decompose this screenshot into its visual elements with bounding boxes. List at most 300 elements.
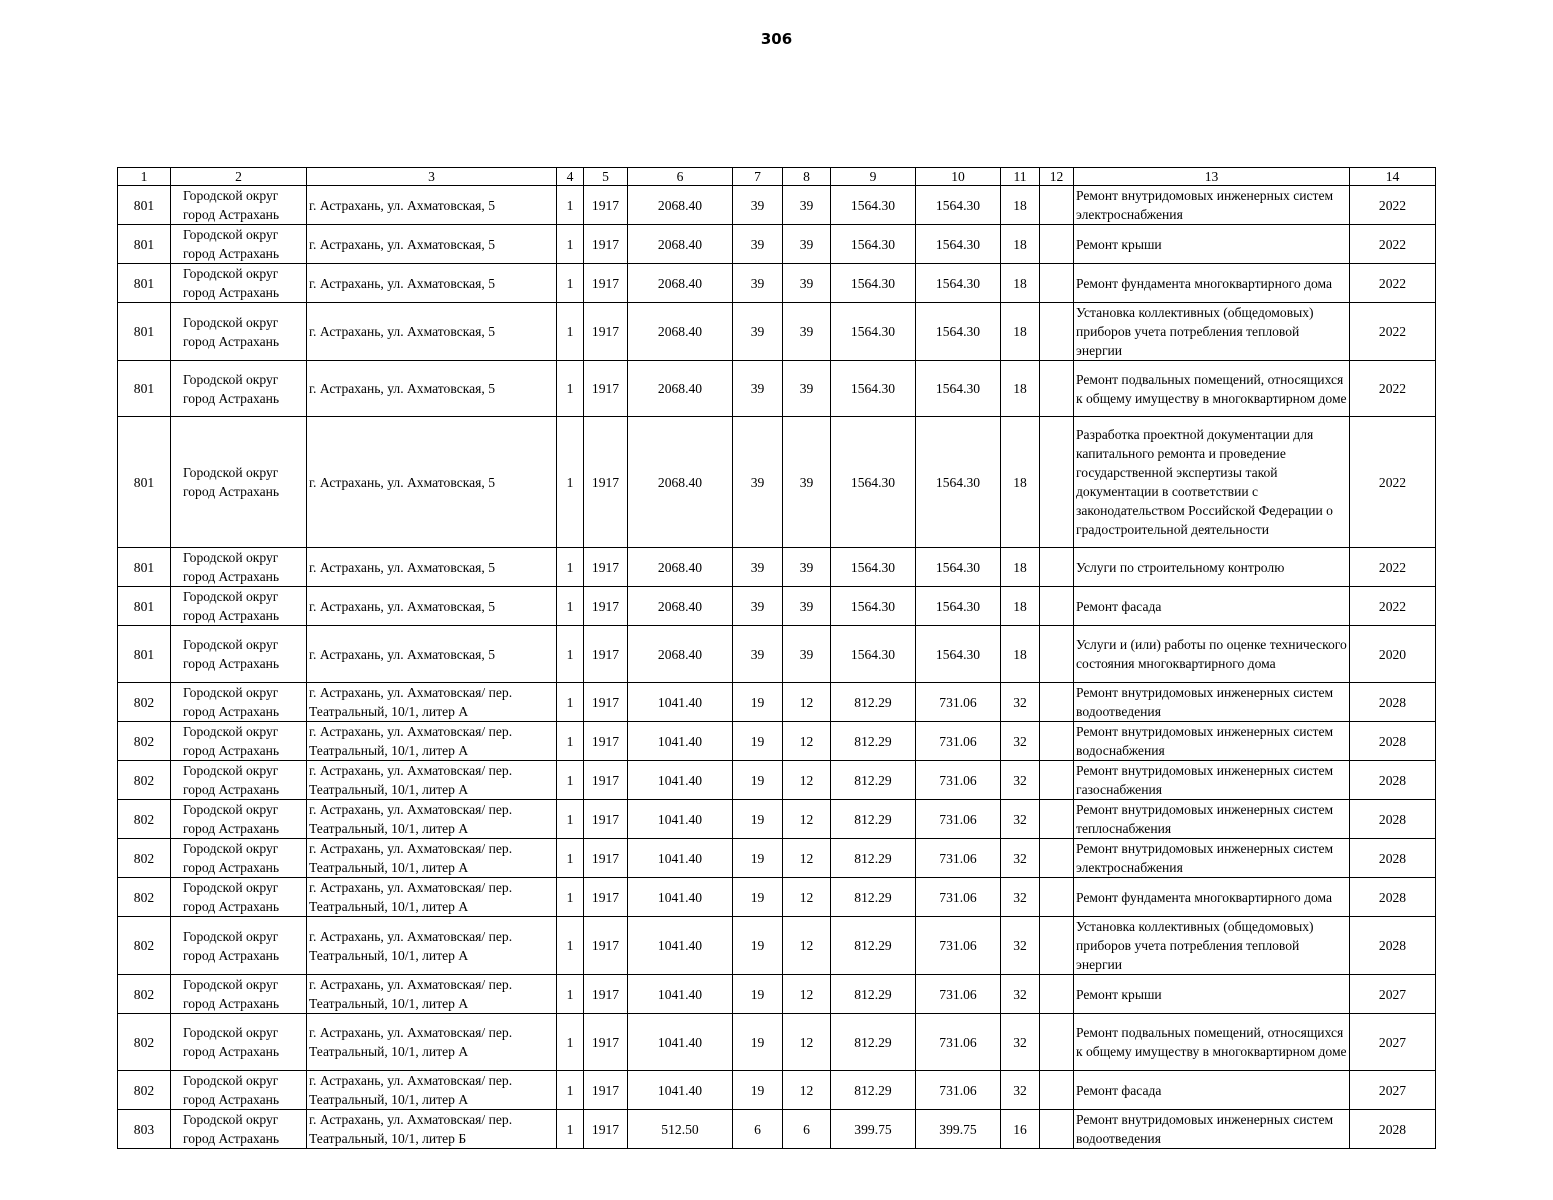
cell-total-area: 512.50	[628, 1110, 733, 1149]
cell-area-10: 731.06	[916, 975, 1001, 1014]
cell-area-10: 1564.30	[916, 186, 1001, 225]
cell-col-4: 1	[557, 800, 584, 839]
cell-area-9: 812.29	[831, 975, 916, 1014]
cell-municipality: Городской округ город Астрахань	[171, 722, 307, 761]
column-header-2: 2	[171, 168, 307, 186]
cell-address: г. Астрахань, ул. Ахматовская, 5	[307, 264, 557, 303]
cell-build-year: 1917	[584, 878, 628, 917]
cell-area-9: 1564.30	[831, 264, 916, 303]
cell-col-12	[1040, 303, 1074, 361]
cell-total-area: 2068.40	[628, 587, 733, 626]
column-header-5: 5	[584, 168, 628, 186]
cell-record-number: 802	[118, 878, 171, 917]
column-header-12: 12	[1040, 168, 1074, 186]
cell-total-area: 1041.40	[628, 878, 733, 917]
cell-col-11: 18	[1001, 361, 1040, 417]
cell-area-9: 1564.30	[831, 587, 916, 626]
table-row	[118, 186, 1436, 225]
cell-area-10: 1564.30	[916, 361, 1001, 417]
cell-municipality: Городской округ город Астрахань	[171, 1110, 307, 1149]
cell-area-10: 1564.30	[916, 264, 1001, 303]
cell-col-8: 12	[783, 1014, 831, 1071]
cell-address: г. Астрахань, ул. Ахматовская/ пер. Театральный, 10/1, литер Б	[307, 1110, 557, 1149]
cell-area-9: 812.29	[831, 800, 916, 839]
cell-col-4: 1	[557, 839, 584, 878]
cell-area-10: 1564.30	[916, 587, 1001, 626]
table-row	[118, 225, 1436, 264]
cell-municipality: Городской округ город Астрахань	[171, 225, 307, 264]
table-row	[118, 361, 1436, 417]
cell-col-12	[1040, 761, 1074, 800]
cell-work-type: Ремонт внутридомовых инженерных систем электроснабжения	[1074, 839, 1350, 878]
cell-col-12	[1040, 626, 1074, 683]
table-row	[118, 1071, 1436, 1110]
cell-col-8: 39	[783, 186, 831, 225]
cell-area-10: 1564.30	[916, 303, 1001, 361]
cell-col-7: 39	[733, 361, 783, 417]
table-row	[118, 264, 1436, 303]
cell-address: г. Астрахань, ул. Ахматовская, 5	[307, 303, 557, 361]
cell-planned-year: 2022	[1350, 548, 1436, 587]
cell-col-4: 1	[557, 722, 584, 761]
cell-col-11: 18	[1001, 587, 1040, 626]
cell-col-7: 6	[733, 1110, 783, 1149]
cell-col-8: 39	[783, 417, 831, 548]
cell-area-9: 812.29	[831, 1071, 916, 1110]
cell-planned-year: 2028	[1350, 761, 1436, 800]
cell-build-year: 1917	[584, 683, 628, 722]
cell-build-year: 1917	[584, 1110, 628, 1149]
column-header-9: 9	[831, 168, 916, 186]
cell-col-8: 12	[783, 878, 831, 917]
cell-build-year: 1917	[584, 186, 628, 225]
cell-col-7: 19	[733, 761, 783, 800]
cell-municipality: Городской округ город Астрахань	[171, 917, 307, 975]
cell-total-area: 1041.40	[628, 800, 733, 839]
table-row	[118, 683, 1436, 722]
cell-area-10: 731.06	[916, 839, 1001, 878]
cell-build-year: 1917	[584, 975, 628, 1014]
cell-col-8: 39	[783, 264, 831, 303]
cell-col-7: 39	[733, 186, 783, 225]
cell-address: г. Астрахань, ул. Ахматовская, 5	[307, 417, 557, 548]
cell-col-7: 39	[733, 587, 783, 626]
table-row	[118, 878, 1436, 917]
cell-area-9: 1564.30	[831, 303, 916, 361]
cell-address: г. Астрахань, ул. Ахматовская, 5	[307, 186, 557, 225]
cell-record-number: 802	[118, 1014, 171, 1071]
cell-total-area: 1041.40	[628, 917, 733, 975]
cell-area-10: 731.06	[916, 1071, 1001, 1110]
cell-col-4: 1	[557, 587, 584, 626]
cell-col-8: 39	[783, 587, 831, 626]
table-row	[118, 839, 1436, 878]
cell-col-7: 19	[733, 878, 783, 917]
cell-col-4: 1	[557, 548, 584, 587]
table-row	[118, 587, 1436, 626]
cell-col-7: 19	[733, 1014, 783, 1071]
cell-area-9: 1564.30	[831, 417, 916, 548]
cell-build-year: 1917	[584, 722, 628, 761]
table-header	[118, 168, 1436, 186]
cell-record-number: 802	[118, 761, 171, 800]
cell-planned-year: 2028	[1350, 917, 1436, 975]
cell-total-area: 2068.40	[628, 417, 733, 548]
cell-col-11: 18	[1001, 225, 1040, 264]
table-body	[118, 186, 1436, 1149]
cell-area-10: 1564.30	[916, 626, 1001, 683]
cell-col-11: 32	[1001, 1014, 1040, 1071]
cell-build-year: 1917	[584, 417, 628, 548]
cell-record-number: 802	[118, 1071, 171, 1110]
cell-col-11: 32	[1001, 683, 1040, 722]
cell-record-number: 801	[118, 186, 171, 225]
cell-col-4: 1	[557, 225, 584, 264]
cell-col-8: 39	[783, 626, 831, 683]
cell-municipality: Городской округ город Астрахань	[171, 683, 307, 722]
cell-address: г. Астрахань, ул. Ахматовская/ пер. Театральный, 10/1, литер А	[307, 1014, 557, 1071]
cell-col-11: 32	[1001, 839, 1040, 878]
cell-col-11: 18	[1001, 186, 1040, 225]
cell-col-11: 32	[1001, 800, 1040, 839]
cell-municipality: Городской округ город Астрахань	[171, 878, 307, 917]
cell-area-9: 1564.30	[831, 548, 916, 587]
table-row	[118, 548, 1436, 587]
cell-total-area: 1041.40	[628, 761, 733, 800]
cell-record-number: 802	[118, 800, 171, 839]
cell-col-7: 39	[733, 264, 783, 303]
cell-address: г. Астрахань, ул. Ахматовская, 5	[307, 626, 557, 683]
cell-area-9: 1564.30	[831, 225, 916, 264]
cell-area-9: 812.29	[831, 878, 916, 917]
cell-col-11: 32	[1001, 761, 1040, 800]
column-header-14: 14	[1350, 168, 1436, 186]
cell-area-9: 399.75	[831, 1110, 916, 1149]
column-header-7: 7	[733, 168, 783, 186]
cell-area-9: 812.29	[831, 722, 916, 761]
cell-col-11: 32	[1001, 917, 1040, 975]
cell-col-7: 19	[733, 722, 783, 761]
cell-col-12	[1040, 722, 1074, 761]
cell-planned-year: 2022	[1350, 225, 1436, 264]
cell-planned-year: 2028	[1350, 878, 1436, 917]
cell-planned-year: 2022	[1350, 587, 1436, 626]
column-header-6: 6	[628, 168, 733, 186]
cell-municipality: Городской округ город Астрахань	[171, 417, 307, 548]
table-row	[118, 975, 1436, 1014]
cell-address: г. Астрахань, ул. Ахматовская/ пер. Театральный, 10/1, литер А	[307, 722, 557, 761]
cell-planned-year: 2028	[1350, 839, 1436, 878]
cell-work-type: Установка коллективных (общедомовых) приборов учета потребления тепловой энергии	[1074, 303, 1350, 361]
cell-build-year: 1917	[584, 361, 628, 417]
cell-planned-year: 2027	[1350, 975, 1436, 1014]
cell-work-type: Разработка проектной документации для капитального ремонта и проведение государственной экспертизы такой документации в соответствии с законодательством Российской Федерации о градостроительной деятельности	[1074, 417, 1350, 548]
column-header-1: 1	[118, 168, 171, 186]
cell-record-number: 801	[118, 417, 171, 548]
cell-col-8: 12	[783, 800, 831, 839]
table-row	[118, 303, 1436, 361]
cell-area-9: 1564.30	[831, 186, 916, 225]
cell-total-area: 2068.40	[628, 186, 733, 225]
cell-address: г. Астрахань, ул. Ахматовская/ пер. Театральный, 10/1, литер А	[307, 975, 557, 1014]
table-row	[118, 761, 1436, 800]
cell-area-9: 812.29	[831, 683, 916, 722]
cell-col-11: 32	[1001, 1071, 1040, 1110]
cell-record-number: 801	[118, 548, 171, 587]
cell-col-4: 1	[557, 186, 584, 225]
cell-record-number: 802	[118, 917, 171, 975]
cell-municipality: Городской округ город Астрахань	[171, 186, 307, 225]
cell-planned-year: 2028	[1350, 800, 1436, 839]
cell-area-9: 812.29	[831, 1014, 916, 1071]
cell-col-7: 19	[733, 975, 783, 1014]
cell-col-11: 16	[1001, 1110, 1040, 1149]
cell-record-number: 801	[118, 225, 171, 264]
cell-col-4: 1	[557, 878, 584, 917]
cell-total-area: 1041.40	[628, 839, 733, 878]
cell-col-12	[1040, 975, 1074, 1014]
cell-address: г. Астрахань, ул. Ахматовская, 5	[307, 361, 557, 417]
cell-area-10: 731.06	[916, 1014, 1001, 1071]
cell-work-type: Установка коллективных (общедомовых) приборов учета потребления тепловой энергии	[1074, 917, 1350, 975]
cell-build-year: 1917	[584, 303, 628, 361]
cell-address: г. Астрахань, ул. Ахматовская/ пер. Театральный, 10/1, литер А	[307, 1071, 557, 1110]
cell-total-area: 1041.40	[628, 722, 733, 761]
cell-record-number: 801	[118, 626, 171, 683]
cell-col-12	[1040, 587, 1074, 626]
cell-area-10: 1564.30	[916, 225, 1001, 264]
column-header-13: 13	[1074, 168, 1350, 186]
cell-planned-year: 2022	[1350, 361, 1436, 417]
cell-col-4: 1	[557, 1110, 584, 1149]
cell-planned-year: 2028	[1350, 722, 1436, 761]
cell-work-type: Ремонт фундамента многоквартирного дома	[1074, 878, 1350, 917]
cell-municipality: Городской округ город Астрахань	[171, 975, 307, 1014]
cell-total-area: 1041.40	[628, 1071, 733, 1110]
cell-total-area: 2068.40	[628, 626, 733, 683]
cell-area-9: 812.29	[831, 917, 916, 975]
table-row	[118, 722, 1436, 761]
cell-build-year: 1917	[584, 1014, 628, 1071]
cell-build-year: 1917	[584, 761, 628, 800]
cell-planned-year: 2022	[1350, 264, 1436, 303]
cell-area-9: 1564.30	[831, 626, 916, 683]
cell-col-7: 39	[733, 548, 783, 587]
cell-col-4: 1	[557, 761, 584, 800]
cell-col-7: 39	[733, 417, 783, 548]
cell-total-area: 2068.40	[628, 361, 733, 417]
cell-col-4: 1	[557, 1071, 584, 1110]
cell-area-10: 731.06	[916, 722, 1001, 761]
cell-col-8: 39	[783, 548, 831, 587]
cell-total-area: 1041.40	[628, 683, 733, 722]
cell-col-8: 6	[783, 1110, 831, 1149]
cell-address: г. Астрахань, ул. Ахматовская/ пер. Театральный, 10/1, литер А	[307, 839, 557, 878]
table-row	[118, 417, 1436, 548]
cell-col-12	[1040, 417, 1074, 548]
cell-area-9: 812.29	[831, 839, 916, 878]
cell-col-8: 12	[783, 975, 831, 1014]
cell-work-type: Ремонт внутридомовых инженерных систем водоотведения	[1074, 683, 1350, 722]
cell-record-number: 803	[118, 1110, 171, 1149]
cell-build-year: 1917	[584, 587, 628, 626]
cell-work-type: Ремонт внутридомовых инженерных систем водоснабжения	[1074, 722, 1350, 761]
cell-municipality: Городской округ город Астрахань	[171, 800, 307, 839]
cell-work-type: Ремонт фундамента многоквартирного дома	[1074, 264, 1350, 303]
cell-col-12	[1040, 186, 1074, 225]
cell-record-number: 801	[118, 264, 171, 303]
cell-address: г. Астрахань, ул. Ахматовская, 5	[307, 225, 557, 264]
cell-municipality: Городской округ город Астрахань	[171, 264, 307, 303]
cell-col-4: 1	[557, 975, 584, 1014]
cell-col-12	[1040, 917, 1074, 975]
cell-work-type: Услуги и (или) работы по оценке технического состояния многоквартирного дома	[1074, 626, 1350, 683]
cell-col-12	[1040, 361, 1074, 417]
cell-col-11: 18	[1001, 417, 1040, 548]
cell-municipality: Городской округ город Астрахань	[171, 548, 307, 587]
cell-build-year: 1917	[584, 264, 628, 303]
cell-col-7: 19	[733, 683, 783, 722]
cell-record-number: 802	[118, 839, 171, 878]
cell-col-11: 18	[1001, 303, 1040, 361]
table-row	[118, 626, 1436, 683]
cell-planned-year: 2028	[1350, 683, 1436, 722]
cell-address: г. Астрахань, ул. Ахматовская/ пер. Театральный, 10/1, литер А	[307, 917, 557, 975]
cell-col-8: 12	[783, 917, 831, 975]
cell-col-4: 1	[557, 1014, 584, 1071]
cell-work-type: Ремонт внутридомовых инженерных систем теплоснабжения	[1074, 800, 1350, 839]
cell-area-10: 731.06	[916, 878, 1001, 917]
page-number: 306	[760, 30, 793, 48]
cell-col-8: 12	[783, 722, 831, 761]
cell-area-10: 731.06	[916, 683, 1001, 722]
cell-col-11: 32	[1001, 878, 1040, 917]
cell-col-12	[1040, 683, 1074, 722]
cell-total-area: 1041.40	[628, 1014, 733, 1071]
cell-col-7: 39	[733, 225, 783, 264]
cell-total-area: 1041.40	[628, 975, 733, 1014]
cell-municipality: Городской округ город Астрахань	[171, 361, 307, 417]
cell-municipality: Городской округ город Астрахань	[171, 1071, 307, 1110]
cell-col-8: 12	[783, 839, 831, 878]
cell-record-number: 801	[118, 361, 171, 417]
cell-address: г. Астрахань, ул. Ахматовская, 5	[307, 548, 557, 587]
cell-col-4: 1	[557, 303, 584, 361]
cell-record-number: 801	[118, 587, 171, 626]
cell-col-12	[1040, 225, 1074, 264]
cell-address: г. Астрахань, ул. Ахматовская, 5	[307, 587, 557, 626]
column-header-8: 8	[783, 168, 831, 186]
column-header-10: 10	[916, 168, 1001, 186]
column-header-4: 4	[557, 168, 584, 186]
cell-col-8: 12	[783, 683, 831, 722]
cell-col-4: 1	[557, 417, 584, 548]
cell-col-7: 39	[733, 303, 783, 361]
cell-col-8: 39	[783, 225, 831, 264]
capital-repair-table	[117, 167, 1436, 1149]
cell-build-year: 1917	[584, 225, 628, 264]
cell-area-10: 731.06	[916, 800, 1001, 839]
cell-col-4: 1	[557, 683, 584, 722]
cell-municipality: Городской округ город Астрахань	[171, 587, 307, 626]
cell-work-type: Ремонт подвальных помещений, относящихся к общему имуществу в многоквартирном доме	[1074, 1014, 1350, 1071]
cell-col-4: 1	[557, 361, 584, 417]
cell-planned-year: 2027	[1350, 1071, 1436, 1110]
cell-planned-year: 2028	[1350, 1110, 1436, 1149]
cell-col-4: 1	[557, 264, 584, 303]
cell-work-type: Ремонт внутридомовых инженерных систем электроснабжения	[1074, 186, 1350, 225]
cell-col-7: 39	[733, 626, 783, 683]
cell-total-area: 2068.40	[628, 264, 733, 303]
cell-address: г. Астрахань, ул. Ахматовская/ пер. Театральный, 10/1, литер А	[307, 761, 557, 800]
cell-col-12	[1040, 839, 1074, 878]
cell-municipality: Городской округ город Астрахань	[171, 761, 307, 800]
cell-work-type: Ремонт фасада	[1074, 587, 1350, 626]
cell-work-type: Ремонт внутридомовых инженерных систем газоснабжения	[1074, 761, 1350, 800]
cell-total-area: 2068.40	[628, 225, 733, 264]
cell-total-area: 2068.40	[628, 548, 733, 587]
header-row	[118, 168, 1436, 186]
cell-record-number: 802	[118, 975, 171, 1014]
cell-work-type: Ремонт подвальных помещений, относящихся к общему имуществу в многоквартирном доме	[1074, 361, 1350, 417]
cell-address: г. Астрахань, ул. Ахматовская/ пер. Театральный, 10/1, литер А	[307, 800, 557, 839]
cell-municipality: Городской округ город Астрахань	[171, 303, 307, 361]
column-header-3: 3	[307, 168, 557, 186]
cell-col-12	[1040, 548, 1074, 587]
cell-municipality: Городской округ город Астрахань	[171, 1014, 307, 1071]
cell-area-9: 812.29	[831, 761, 916, 800]
cell-area-10: 1564.30	[916, 548, 1001, 587]
cell-planned-year: 2022	[1350, 417, 1436, 548]
cell-planned-year: 2022	[1350, 186, 1436, 225]
cell-area-10: 731.06	[916, 917, 1001, 975]
cell-record-number: 801	[118, 303, 171, 361]
cell-work-type: Услуги по строительному контролю	[1074, 548, 1350, 587]
cell-build-year: 1917	[584, 917, 628, 975]
cell-col-11: 18	[1001, 264, 1040, 303]
cell-record-number: 802	[118, 683, 171, 722]
cell-build-year: 1917	[584, 548, 628, 587]
cell-total-area: 2068.40	[628, 303, 733, 361]
cell-planned-year: 2020	[1350, 626, 1436, 683]
cell-build-year: 1917	[584, 839, 628, 878]
cell-col-7: 19	[733, 917, 783, 975]
cell-area-9: 1564.30	[831, 361, 916, 417]
cell-address: г. Астрахань, ул. Ахматовская/ пер. Театральный, 10/1, литер А	[307, 878, 557, 917]
cell-col-8: 39	[783, 303, 831, 361]
cell-col-7: 19	[733, 1071, 783, 1110]
cell-col-12	[1040, 878, 1074, 917]
cell-area-10: 399.75	[916, 1110, 1001, 1149]
table-row	[118, 800, 1436, 839]
cell-record-number: 802	[118, 722, 171, 761]
cell-col-11: 32	[1001, 975, 1040, 1014]
cell-work-type: Ремонт фасада	[1074, 1071, 1350, 1110]
cell-work-type: Ремонт крыши	[1074, 975, 1350, 1014]
cell-build-year: 1917	[584, 1071, 628, 1110]
cell-address: г. Астрахань, ул. Ахматовская/ пер. Театральный, 10/1, литер А	[307, 683, 557, 722]
cell-work-type: Ремонт внутридомовых инженерных систем водоотведения	[1074, 1110, 1350, 1149]
table-row	[118, 1110, 1436, 1149]
cell-area-10: 1564.30	[916, 417, 1001, 548]
cell-col-8: 12	[783, 1071, 831, 1110]
table-row	[118, 917, 1436, 975]
cell-work-type: Ремонт крыши	[1074, 225, 1350, 264]
cell-build-year: 1917	[584, 626, 628, 683]
cell-col-12	[1040, 264, 1074, 303]
cell-col-11: 18	[1001, 626, 1040, 683]
cell-col-12	[1040, 800, 1074, 839]
